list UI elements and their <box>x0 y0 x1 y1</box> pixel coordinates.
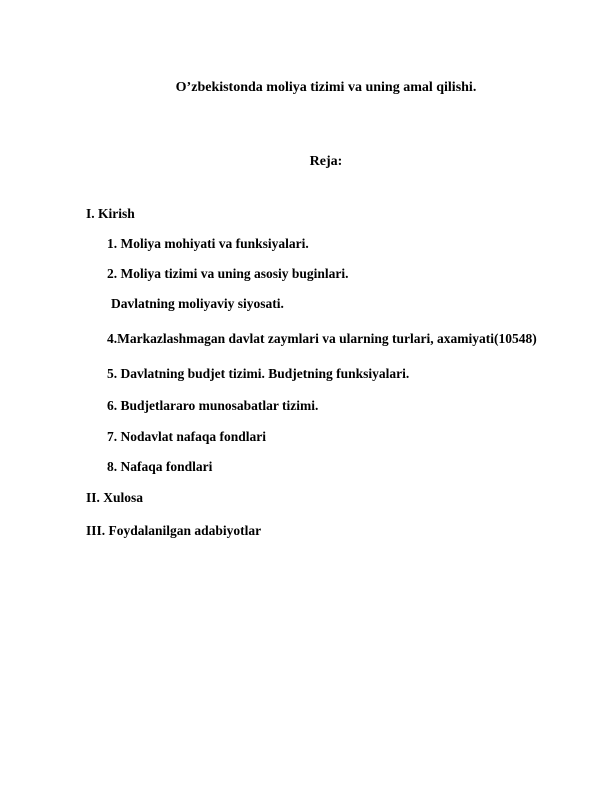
toc-item-3: Davlatning moliyaviy siyosati. <box>111 296 284 311</box>
toc-item-8: 8. Nafaqa fondlari <box>107 459 213 474</box>
toc-item-conclusion: II. Xulosa <box>86 490 144 505</box>
toc-item-4: 4.Markazlashmagan davlat zaymlari va ularning turlari, axamiyati(10548) <box>107 331 537 346</box>
toc-item-5: 5. Davlatning budjet tizimi. Budjetning funksiyalari. <box>107 366 410 381</box>
toc-item-introduction: I. Kirish <box>86 206 135 221</box>
toc-item-6: 6. Budjetlararo munosabatlar tizimi. <box>107 398 319 413</box>
plan-heading: Reja: <box>309 154 343 169</box>
toc-item-7: 7. Nodavlat nafaqa fondlari <box>107 429 267 444</box>
toc-item-2: 2. Moliya tizimi va uning asosiy buginlari. <box>107 266 349 281</box>
document-title: O’zbekistonda moliya tizimi va uning amal qilishi. <box>175 80 477 95</box>
toc-item-references: III. Foydalanilgan adabiyotlar <box>86 523 262 538</box>
toc-item-1: 1. Moliya mohiyati va funksiyalari. <box>107 236 309 251</box>
